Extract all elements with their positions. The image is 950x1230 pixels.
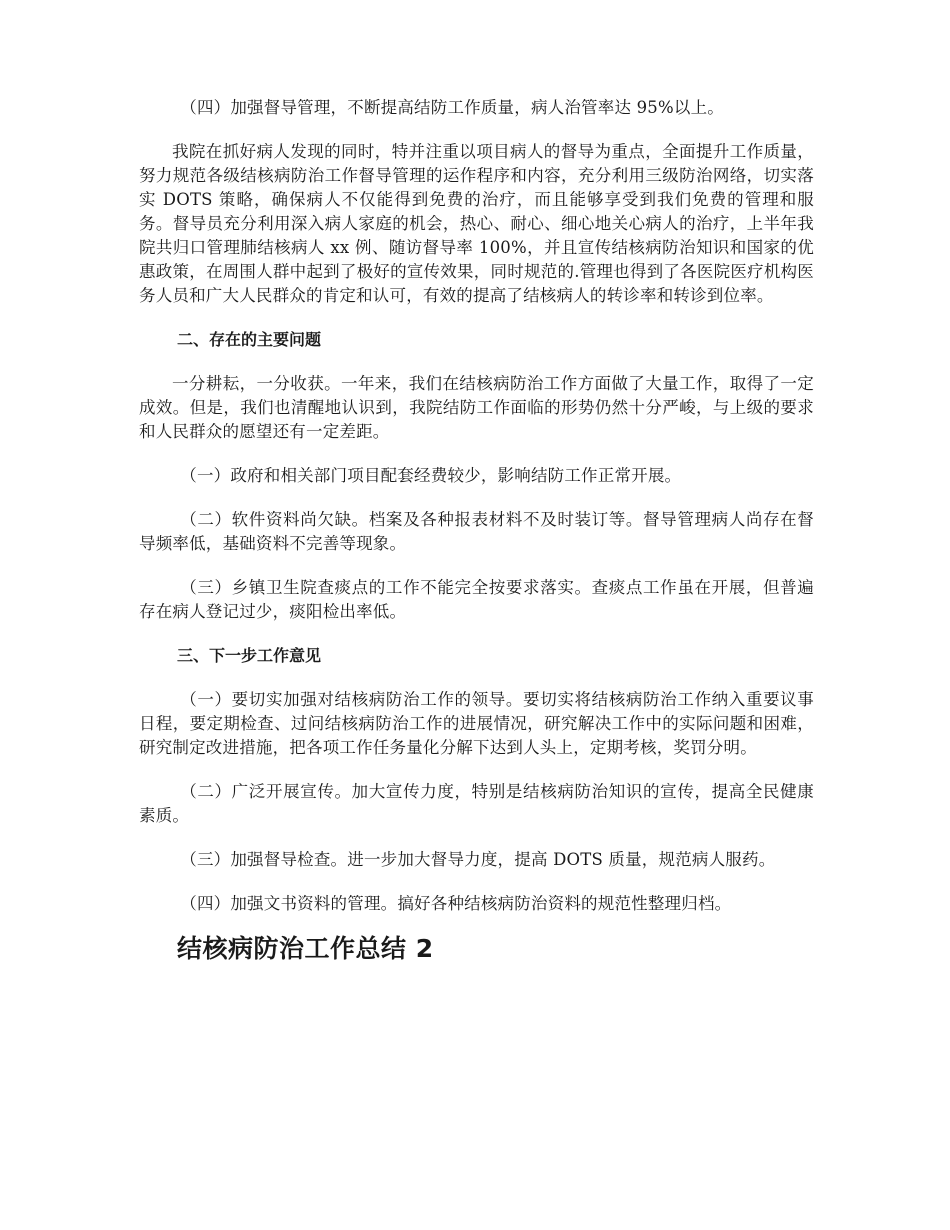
document-page: [139, 96, 814, 966]
paragraph-problem-3: （三）乡镇卫生院查痰点的工作不能完全按要求落实。查痰点工作虽在开展，但普遍存在病人登记过少，痰阳检出率低。: [139, 578, 814, 621]
document-title-2: 结核病防治工作总结 2: [177, 934, 434, 963]
paragraph-problem-2: （二）软件资料尚欠缺。档案及各种报表材料不及时装订等。督导管理病人尚存在督导频率低，基础资料不完善等现象。: [139, 510, 814, 553]
paragraph-next-step-1: （一）要切实加强对结核病防治工作的领导。要切实将结核病防治工作纳入重要议事日程，要定期检查、过问结核病防治工作的进展情况，研究解决工作中的实际问题和困难，研究制定改进措施，把各项工作任务量化分解下达到人头上，定期考核，奖罚分明。: [139, 690, 814, 757]
paragraph-next-step-4: （四）加强文书资料的管理。搞好各种结核病防治资料的规范性整理归档。: [180, 894, 732, 913]
section-heading-next-steps: 三、下一步工作意见: [177, 646, 322, 665]
paragraph-next-step-2: （二）广泛开展宣传。加大宣传力度，特别是结核病防治知识的宣传，提高全民健康素质。: [139, 782, 814, 825]
section-heading-main-problems: 二、存在的主要问题: [177, 330, 322, 349]
paragraph-item-4-supervision: （四）加强督导管理，不断提高结防工作质量，病人治管率达 95%以上。: [180, 98, 724, 117]
paragraph-problems-intro: 一分耕耘，一分收获。一年来，我们在结核病防治工作方面做了大量工作，取得了一定成效。但是，我们也清醒地认识到，我院结防工作面临的形势仍然十分严峻，与上级的要求和人民群众的愿望还有一定差距。: [139, 374, 814, 441]
paragraph-problem-1: （一）政府和相关部门项目配套经费较少，影响结防工作正常开展。: [180, 466, 682, 485]
paragraph-next-step-3: （三）加强督导检查。进一步加大督导力度，提高 DOTS 质量，规范病人服药。: [180, 850, 776, 869]
paragraph-supervision-details: 我院在抓好病人发现的同时，特并注重以项目病人的督导为重点，全面提升工作质量，努力规范各级结核病防治工作督导管理的运作程序和内容，充分利用三级防治网络，切实落实 DOTS 策略，确保病人不仅能得到免费的治疗，而且能够享受到我们免费的管理和服务。督导员充分利用深入病人家庭的机会，热心、耐心、细心地关心病人的治疗，上半年我院共归口管理肺结核病人 xx 例、随访督导率 100%，并且宣传结核病防治知识和国家的优惠政策，在周围人群中起到了极好的宣传效果，同时规范的.管理也得到了各医院医疗机构医务人员和广大人民群众的肯定和认可，有效的提高了结核病人的转诊率和转诊到位率。: [139, 142, 814, 305]
